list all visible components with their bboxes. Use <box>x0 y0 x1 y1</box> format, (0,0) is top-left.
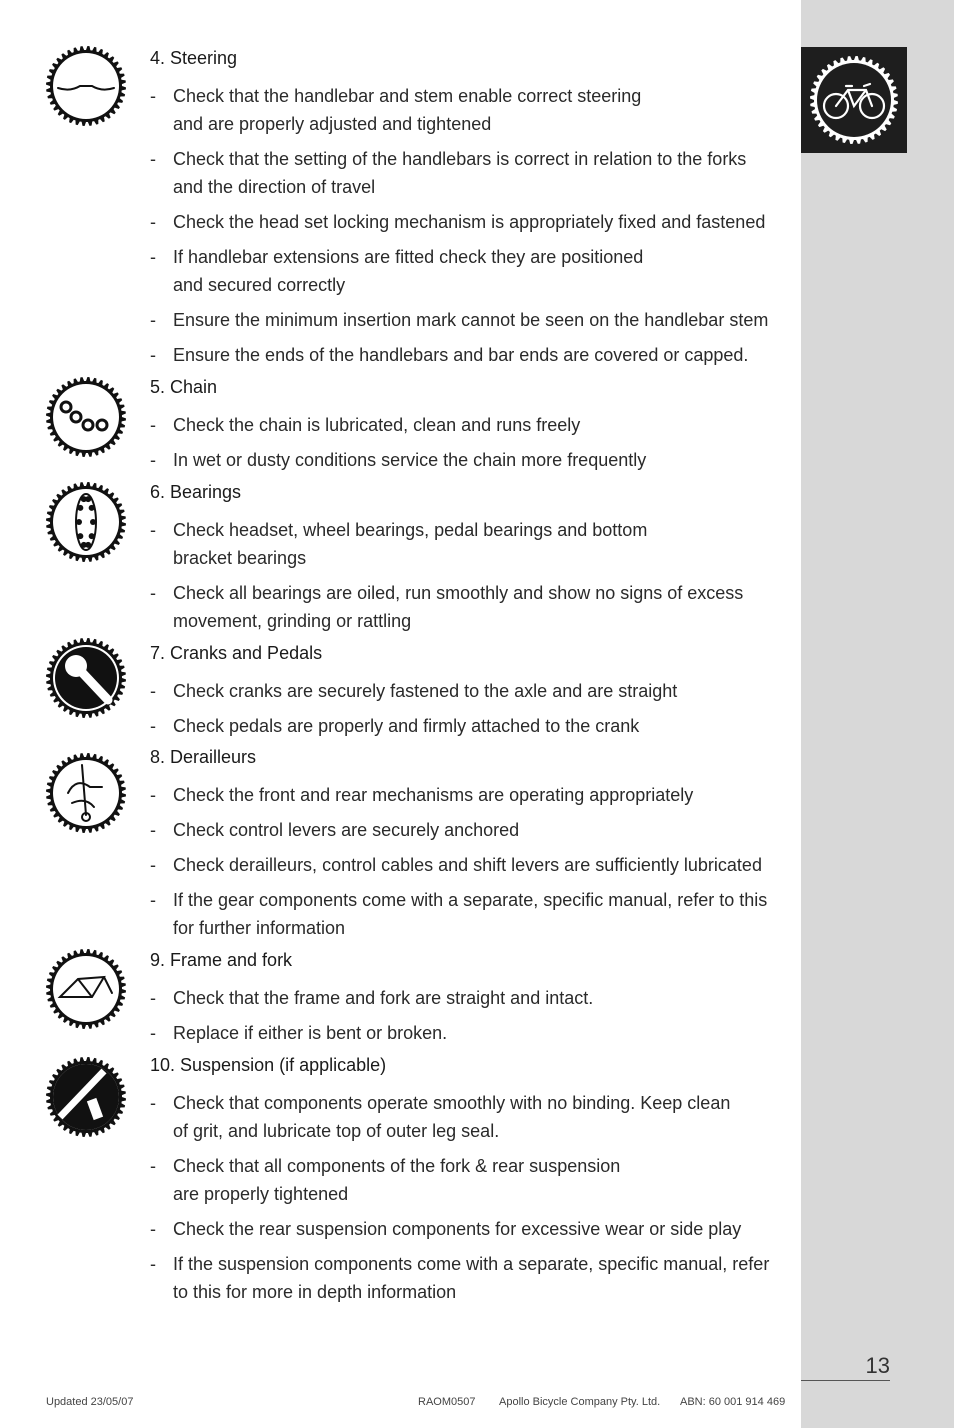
list-item <box>150 145 790 201</box>
item-line: Check the front and rear mechanisms are operating appropriately <box>173 785 694 805</box>
item-line: Replace if either is bent or broken. <box>173 1023 448 1043</box>
dash-bullet: - <box>150 1254 156 1274</box>
derailleur-icon <box>45 752 127 834</box>
item-line: Check cranks are securely fastened to the axle and are straight <box>173 681 678 701</box>
footer-code: RAOM0507 <box>418 1396 476 1408</box>
dash-bullet: - <box>150 855 156 875</box>
item-line: bracket bearings <box>173 548 307 568</box>
dash-bullet: - <box>150 681 156 701</box>
list-item <box>150 243 790 299</box>
item-line: to this for more in depth information <box>173 1282 457 1302</box>
dash-bullet: - <box>150 716 156 736</box>
item-line: Check pedals are properly and firmly attached to the crank <box>173 716 640 736</box>
bearing-icon <box>45 481 127 563</box>
handlebar-icon <box>45 45 127 127</box>
item-line: Check headset, wheel bearings, pedal bearings and bottom <box>173 520 648 540</box>
item-line: If handlebar extensions are fitted check they are positioned <box>173 247 644 267</box>
list-item <box>150 1152 790 1208</box>
frame-icon <box>45 948 127 1030</box>
dash-bullet: - <box>150 785 156 805</box>
list-item <box>150 886 790 942</box>
list-item <box>150 1215 790 1243</box>
item-line: of grit, and lubricate top of outer leg seal. <box>173 1121 500 1141</box>
crank-icon <box>45 637 127 719</box>
list-item <box>150 411 790 439</box>
dash-bullet: - <box>150 520 156 540</box>
dash-bullet: - <box>150 450 156 470</box>
dash-bullet: - <box>150 247 156 267</box>
dash-bullet: - <box>150 988 156 1008</box>
list-item <box>150 82 790 138</box>
item-line: and secured correctly <box>173 275 346 295</box>
section-6 <box>150 481 790 642</box>
item-line: In wet or dusty conditions service the chain more frequently <box>173 450 647 470</box>
section-title: 4. Steering <box>150 48 238 68</box>
item-line: for further information <box>173 918 346 938</box>
dash-bullet: - <box>150 345 156 365</box>
dash-bullet: - <box>150 890 156 910</box>
dash-bullet: - <box>150 583 156 603</box>
dash-bullet: - <box>150 1093 156 1113</box>
item-line: movement, grinding or rattling <box>173 611 412 631</box>
footer-updated: Updated 23/05/07 <box>46 1396 134 1408</box>
dash-bullet: - <box>150 310 156 330</box>
dash-bullet: - <box>150 1219 156 1239</box>
list-item <box>150 781 790 809</box>
section-title: 7. Cranks and Pedals <box>150 643 323 663</box>
section-4 <box>150 47 790 376</box>
item-line: Check control levers are securely anchored <box>173 820 520 840</box>
list-item <box>150 712 790 740</box>
suspension-icon <box>45 1056 127 1138</box>
item-line: Ensure the ends of the handlebars and bar ends are covered or capped. <box>173 345 749 365</box>
list-item <box>150 1250 790 1306</box>
section-7 <box>150 642 790 747</box>
item-line: Check all bearings are oiled, run smoothly and show no signs of excess <box>173 583 744 603</box>
list-item <box>150 677 790 705</box>
item-line: If the gear components come with a separate, specific manual, refer to this <box>173 890 768 910</box>
list-item <box>150 579 790 635</box>
section-title: 9. Frame and fork <box>150 950 293 970</box>
item-line: If the suspension components come with a separate, specific manual, refer <box>173 1254 770 1274</box>
list-item <box>150 851 790 879</box>
item-line: Check that all components of the fork & rear suspension <box>173 1156 621 1176</box>
item-line: Check derailleurs, control cables and shift levers are sufficiently lubricated <box>173 855 762 875</box>
item-line: and are properly adjusted and tightened <box>173 114 492 134</box>
item-line: Check the chain is lubricated, clean and runs freely <box>173 415 581 435</box>
list-item <box>150 516 790 572</box>
section-title: 5. Chain <box>150 377 218 397</box>
footer-abn: ABN: 60 001 914 469 <box>680 1396 786 1408</box>
item-line: Check that the handlebar and stem enable correct steering <box>173 86 642 106</box>
dash-bullet: - <box>150 820 156 840</box>
section-title: 8. Derailleurs <box>150 747 257 767</box>
item-line: Check the rear suspension components for excessive wear or side play <box>173 1219 742 1239</box>
list-item <box>150 208 790 236</box>
dash-bullet: - <box>150 1156 156 1176</box>
list-item <box>150 984 790 1012</box>
chapter-tab <box>801 47 907 153</box>
bicycle-icon <box>809 55 899 145</box>
section-8 <box>150 746 790 949</box>
section-10 <box>150 1054 790 1313</box>
chain-icon <box>45 376 127 458</box>
dash-bullet: - <box>150 86 156 106</box>
list-item <box>150 341 790 369</box>
list-item <box>150 1089 790 1145</box>
footer-company: Apollo Bicycle Company Pty. Ltd. <box>499 1396 661 1408</box>
list-item <box>150 446 790 474</box>
dash-bullet: - <box>150 149 156 169</box>
item-line: Check that the setting of the handlebars is correct in relation to the forks <box>173 149 747 169</box>
sidebar-strip <box>801 0 954 1428</box>
dash-bullet: - <box>150 212 156 232</box>
list-item <box>150 816 790 844</box>
section-title: 6. Bearings <box>150 482 242 502</box>
page-number: 13 <box>801 1352 890 1381</box>
list-item <box>150 1019 790 1047</box>
dash-bullet: - <box>150 1023 156 1043</box>
item-line: Ensure the minimum insertion mark cannot be seen on the handlebar stem <box>173 310 769 330</box>
item-line: Check the head set locking mechanism is appropriately fixed and fastened <box>173 212 766 232</box>
item-line: Check that the frame and fork are straight and intact. <box>173 988 594 1008</box>
item-line: are properly tightened <box>173 1184 349 1204</box>
section-9 <box>150 949 790 1054</box>
item-line: and the direction of travel <box>173 177 376 197</box>
item-line: Check that components operate smoothly with no binding. Keep clean <box>173 1093 731 1113</box>
section-title: 10. Suspension (if applicable) <box>150 1055 387 1075</box>
list-item <box>150 306 790 334</box>
section-5 <box>150 376 790 481</box>
dash-bullet: - <box>150 415 156 435</box>
